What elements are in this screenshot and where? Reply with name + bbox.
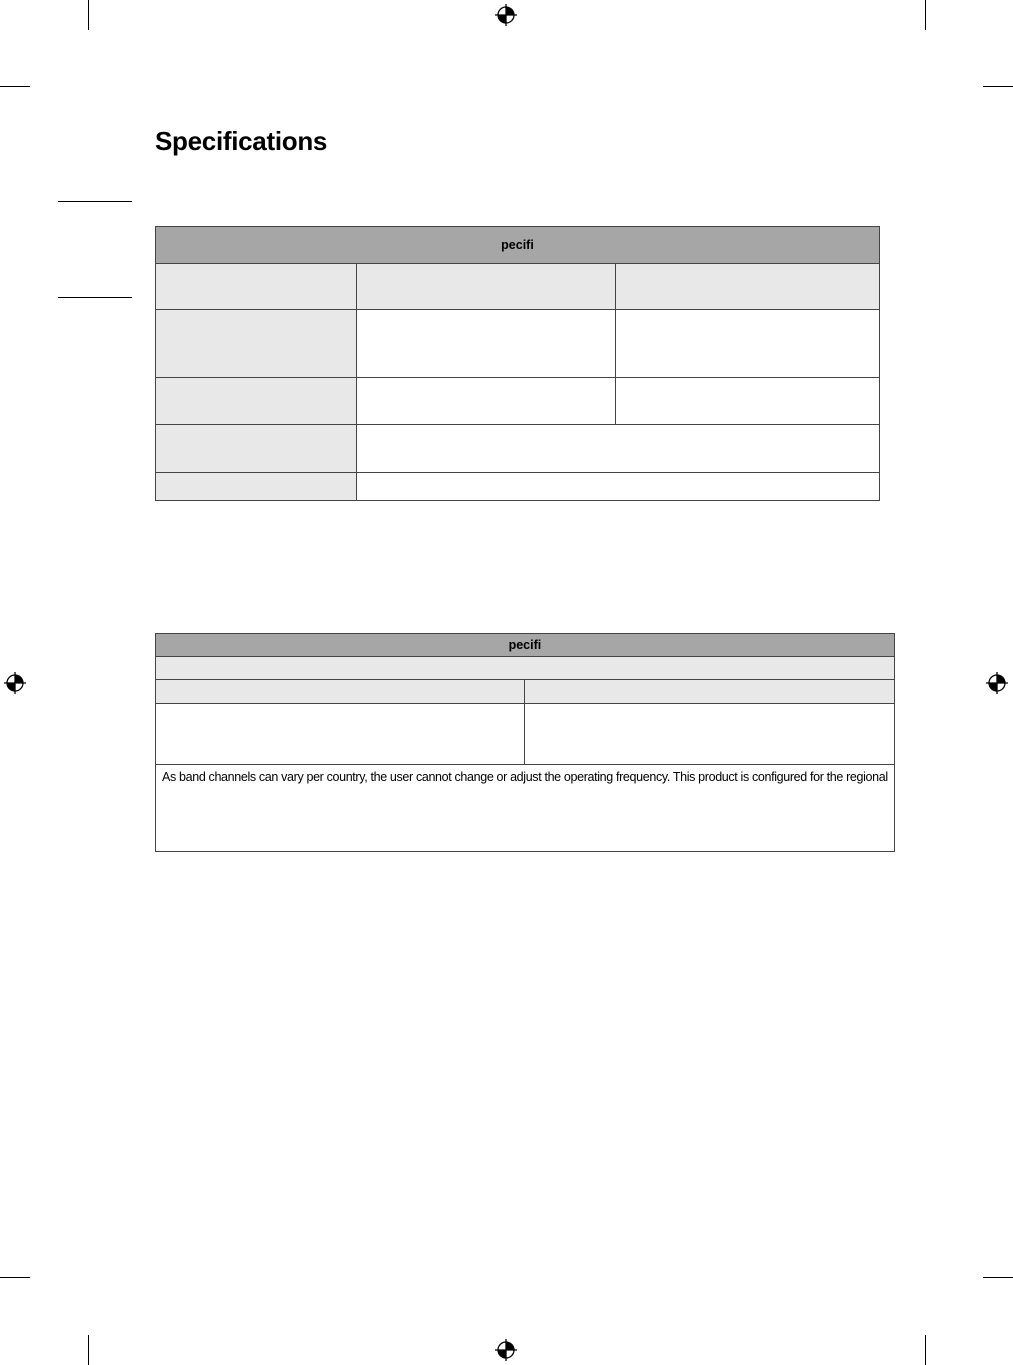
table-cell <box>156 704 525 765</box>
crop-mark <box>983 86 1013 87</box>
crop-mark <box>0 1277 30 1278</box>
table-cell <box>156 264 357 310</box>
spec-table-2 <box>155 633 895 852</box>
table-cell <box>356 473 879 501</box>
table-cell <box>156 378 357 425</box>
table-cell <box>616 264 880 310</box>
page-title: Specifications <box>155 126 328 156</box>
table-cell <box>356 378 616 425</box>
crop-mark <box>925 1335 926 1365</box>
registration-target-icon <box>4 672 26 694</box>
table-cell <box>356 264 616 310</box>
table-header: pecifi <box>156 634 895 657</box>
margin-rule <box>58 201 132 202</box>
table-cell <box>156 657 895 680</box>
registration-target-icon <box>986 672 1008 694</box>
table-cell <box>356 310 616 378</box>
registration-target-icon <box>495 1339 517 1361</box>
crop-mark <box>88 0 89 30</box>
table-cell <box>156 473 357 501</box>
table-cell <box>356 425 879 473</box>
table-cell <box>524 680 894 704</box>
spec-table-1 <box>155 226 880 501</box>
registration-target-icon <box>495 4 517 26</box>
table-header: pecifi <box>156 227 880 264</box>
table-cell <box>616 378 880 425</box>
crop-mark <box>983 1277 1013 1278</box>
margin-rule <box>58 297 132 298</box>
table-cell <box>156 310 357 378</box>
table-cell <box>524 704 894 765</box>
crop-mark <box>88 1335 89 1365</box>
table-cell <box>156 680 525 704</box>
table-cell <box>156 425 357 473</box>
crop-mark <box>0 86 30 87</box>
table-cell <box>616 310 880 378</box>
table-note: As band channels can vary per country, the user cannot change or adjust the operating frequency. This product is configured for the regional <box>156 765 895 852</box>
crop-mark <box>925 0 926 30</box>
